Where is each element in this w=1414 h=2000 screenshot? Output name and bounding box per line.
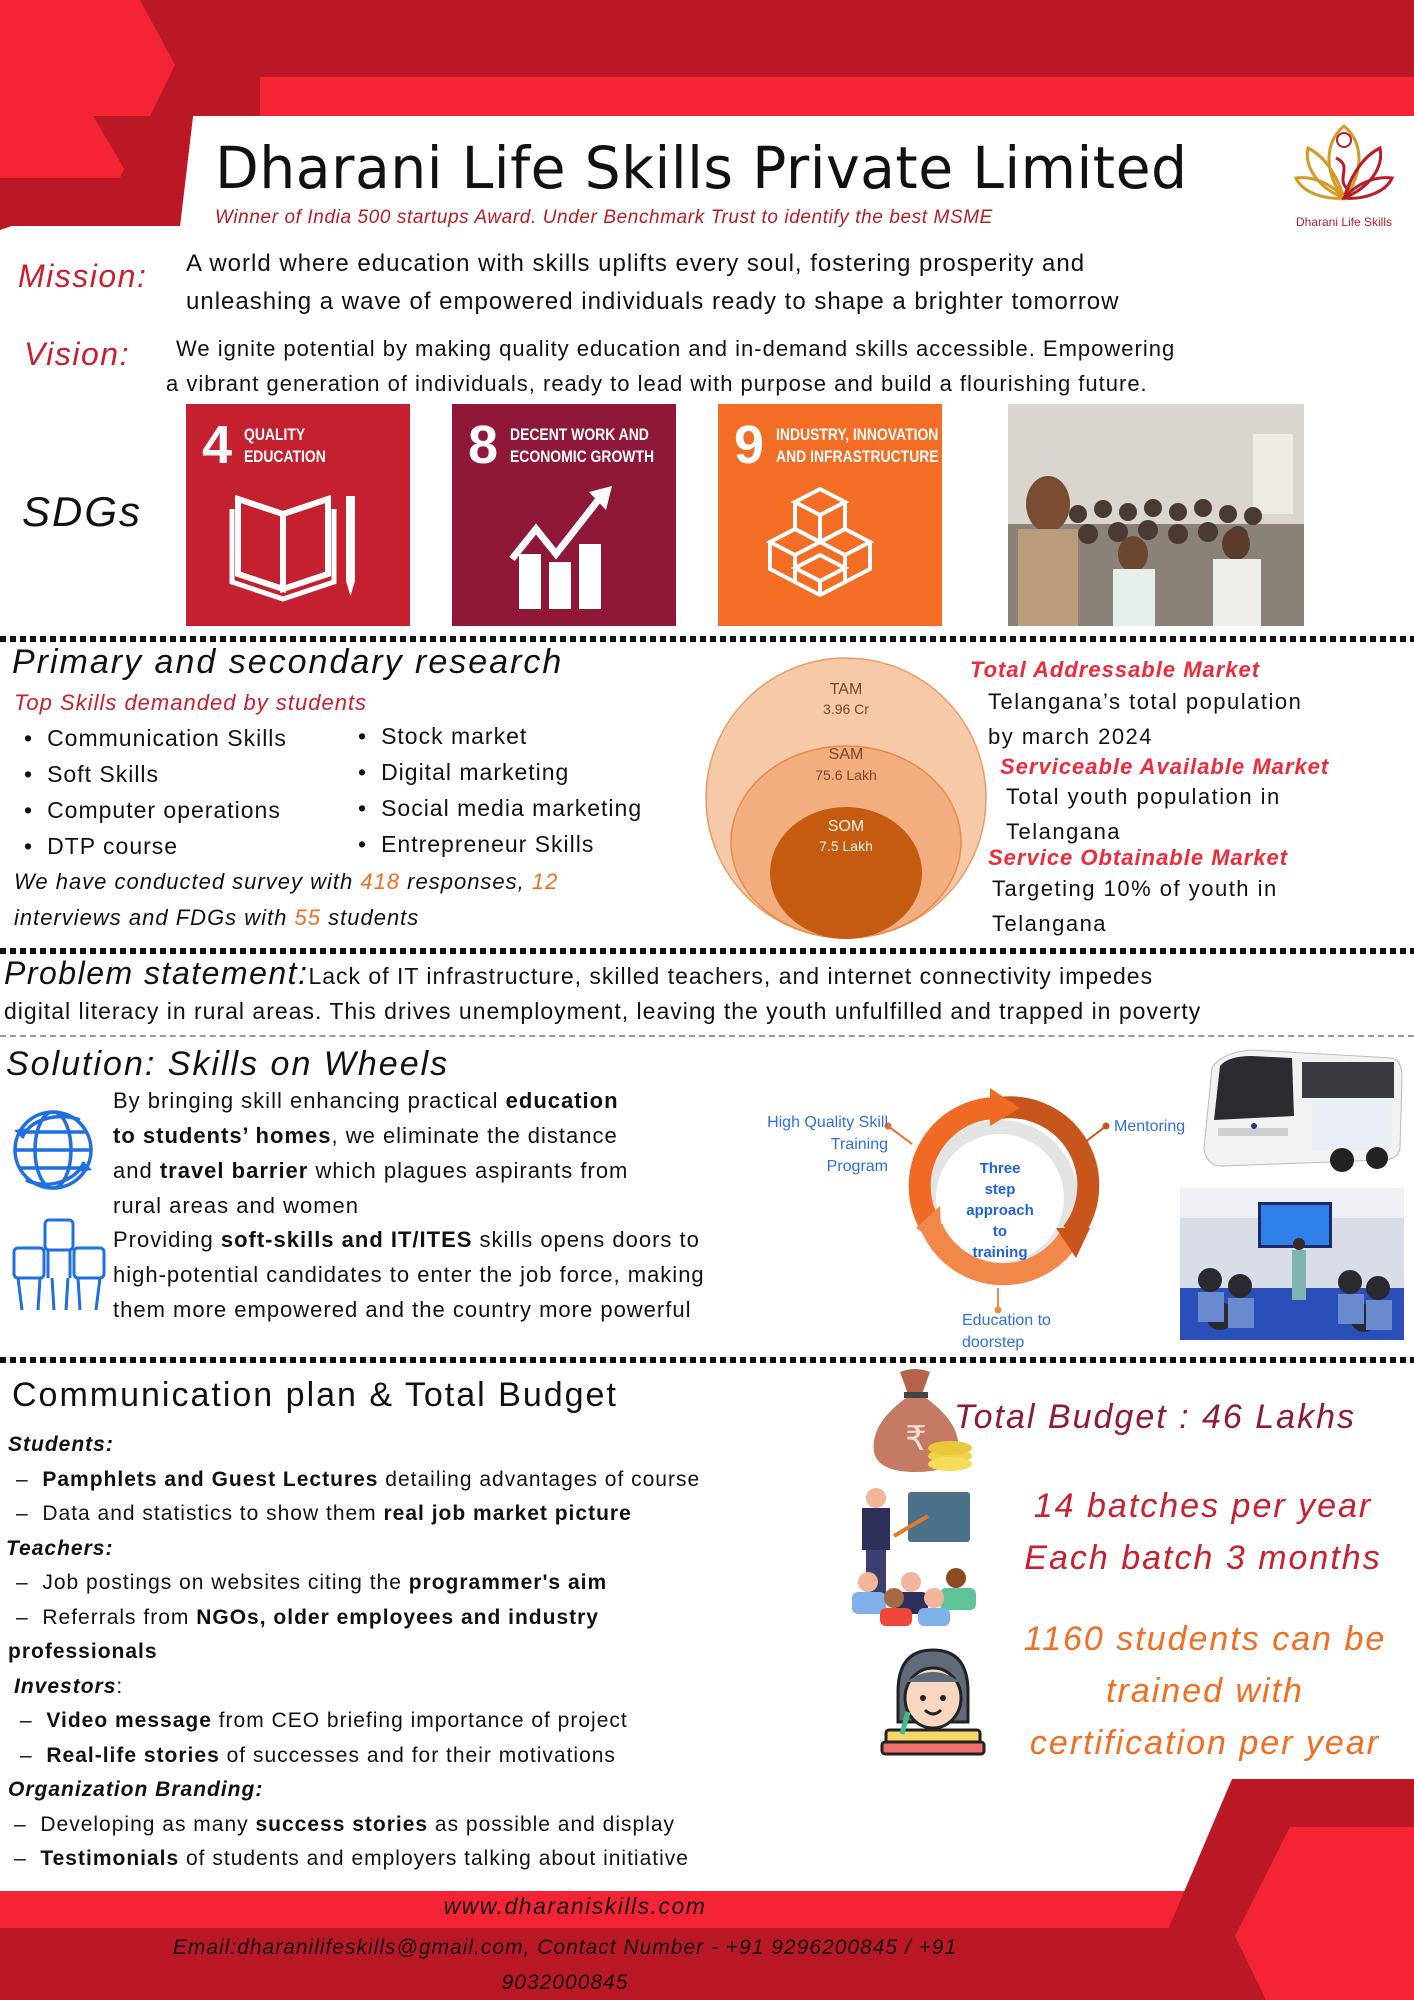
communication-plan: [8, 1428, 700, 1877]
sdg-card-4: [186, 404, 410, 626]
email-contact[interactable]: Email:dharanilifeskills@gmail.com, Contact Number - +91 9296200845 / +91: [172, 1936, 958, 1959]
section-divider: [0, 1035, 1414, 1037]
sam-value: 75.6 Lakh: [815, 767, 877, 783]
sdg-number: 4: [202, 415, 233, 475]
teachers-heading: Teachers:: [6, 1536, 114, 1560]
cycle-label-mentoring: Mentoring: [1114, 1118, 1186, 1135]
skill-item: • Communication Skills: [14, 720, 287, 756]
student-studying-icon: [878, 1642, 988, 1757]
cycle-label-education: Education to doorstep: [962, 1312, 1051, 1351]
skill-item: • Computer operations: [14, 792, 287, 828]
plan-item: – Job postings on websites citing the programmer's aim: [16, 1571, 608, 1594]
solution-paragraph-1: By bringing skill enhancing practical education to students’ homes, we eliminate the distance and travel barrier which plagues aspirants from rural areas and women: [113, 1088, 629, 1218]
plan-item: – Developing as many success stories as possible and display: [14, 1812, 676, 1836]
communication-title: Communication plan & Total Budget: [12, 1376, 618, 1414]
section-divider: [0, 948, 1414, 954]
sdg-name: DECENT WORK AND ECONOMIC GROWTH: [510, 425, 655, 466]
skills-list-left: [14, 720, 287, 864]
skill-item: • Social media marketing: [348, 790, 642, 826]
growth-chart-icon: [494, 484, 634, 609]
bus-photo: [1192, 1048, 1404, 1176]
skill-item: • Soft Skills: [14, 756, 287, 792]
sdg-card-8: [452, 404, 676, 626]
svg-text:step: step: [984, 1181, 1016, 1198]
sam-heading: Serviceable Available Market: [1000, 754, 1330, 779]
sdg-card-9: [718, 404, 942, 626]
mission-line: unleashing a wave of empowered individuals ready to shape a brighter tomorrow: [186, 288, 1120, 315]
tam-label: TAM: [829, 681, 863, 698]
som-heading: Service Obtainable Market: [988, 845, 1289, 870]
students-heading: Students:: [8, 1433, 114, 1456]
tam-heading: Total Addressable Market: [970, 657, 1261, 682]
plan-item: – Pamphlets and Guest Lectures detailing advantages of course: [16, 1467, 701, 1491]
sam-description: Total youth population in Telangana: [1006, 784, 1281, 844]
skills-subtitle: Top Skills demanded by students: [14, 690, 368, 715]
award-tagline: Winner of India 500 startups Award. Under Benchmark Trust to identify the best MSME: [215, 207, 993, 228]
solution-title: Solution: Skills on Wheels: [6, 1045, 450, 1083]
vision-line: We ignite potential by making quality education and in-demand skills accessible. Empowering: [176, 336, 1176, 361]
sdg-name: INDUSTRY, INNOVATION AND INFRASTRUCTURE: [776, 425, 939, 466]
contact-info: [40, 1930, 1090, 2000]
mission-line: A world where education with skills uplifts every soul, fostering prosperity and: [186, 250, 1086, 277]
som-label: SOM: [827, 818, 865, 835]
plan-item: – Real-life stories of successes and for their motivations: [20, 1743, 616, 1767]
svg-text:to: to: [992, 1223, 1008, 1240]
investors-heading: Investors:: [14, 1674, 124, 1698]
batch-duration: Each batch 3 months: [1024, 1539, 1382, 1577]
teacher-presentation-icon: [846, 1486, 986, 1626]
globe-arrows-icon: [10, 1108, 96, 1192]
cycle-center-text: Three: [979, 1160, 1021, 1177]
cycle-label-training: High Quality Skill Training Program: [767, 1114, 888, 1175]
skill-item: • Digital marketing: [348, 754, 642, 790]
solution-paragraph-2: Providing soft-skills and IT/ITES skills opens doors to high-potential candidates to enter the job force, making them more empowered and the country more powerful: [113, 1227, 705, 1322]
mission-statement: [186, 245, 1120, 321]
company-title: Dharani Life Skills Private Limited: [215, 134, 1188, 202]
classroom-photo: [1008, 404, 1304, 626]
tam-description: Telangana’s total population by march 2024: [988, 689, 1303, 749]
svg-text:training: training: [972, 1244, 1028, 1261]
lotus-logo-icon: [1294, 118, 1394, 208]
svg-text:approach: approach: [966, 1202, 1034, 1219]
skill-item: • Entrepreneur Skills: [348, 826, 642, 862]
plan-item: – Testimonials of students and employers talking about initiative: [14, 1847, 689, 1870]
svg-text:₹: ₹: [905, 1419, 927, 1459]
skills-list-right: [348, 718, 642, 862]
plan-item: professionals: [8, 1640, 158, 1663]
mission-label: Mission:: [18, 258, 148, 294]
vision-statement: [166, 331, 1175, 401]
cubes-icon: [760, 484, 900, 609]
skill-item: • Stock market: [348, 718, 642, 754]
total-budget: Total Budget : 46 Lakhs: [954, 1398, 1357, 1436]
skill-item: • DTP course: [14, 828, 287, 864]
tam-value: 3.96 Cr: [823, 701, 869, 717]
company-logo: [1278, 118, 1410, 230]
section-divider: [0, 636, 1414, 642]
vision-label: Vision:: [24, 336, 130, 372]
sdg-number: 8: [468, 415, 499, 475]
som-value: 7.5 Lakh: [819, 838, 873, 854]
market-size-diagram: [700, 655, 1000, 945]
plan-item: – Referrals from NGOs, older employees and industry: [16, 1605, 599, 1629]
mobile-classroom-photo: [1180, 1188, 1404, 1340]
problem-label: Problem statement:: [4, 955, 309, 991]
phone-contact: 9032000845: [501, 1971, 629, 1994]
book-pencil-icon: [228, 484, 368, 604]
website-link[interactable]: www.dharaniskills.com: [443, 1893, 707, 1919]
sdg-number: 9: [734, 415, 765, 475]
problem-line-2: digital literacy in rural areas. This drives unemployment, leaving the youth unfulfilled and trapped in poverty: [4, 998, 1202, 1024]
logo-text: Dharani Life Skills: [1295, 215, 1393, 229]
problem-statement: Problem statement:Lack of IT infrastructure, skilled teachers, and internet connectivity impedes: [4, 955, 1154, 991]
interviews-count: 12: [531, 869, 559, 894]
plan-item: – Data and statistics to show them real job market picture: [16, 1502, 632, 1525]
students-count: 55: [294, 905, 322, 930]
plan-item: – Video message from CEO briefing importance of project: [20, 1709, 628, 1732]
som-description: Targeting 10% of youth in Telangana: [992, 876, 1278, 936]
raised-fists-icon: [12, 1218, 106, 1314]
certification-capacity: 1160 students can be trained with certification per year: [1023, 1620, 1387, 1762]
survey-summary: We have conducted survey with 418 responses, 12 interviews and FDGs with 55 students: [14, 869, 559, 930]
vision-line: a vibrant generation of individuals, ready to lead with purpose and build a flourishing future.: [166, 371, 1148, 396]
research-title: Primary and secondary research: [12, 643, 564, 681]
responses-count: 418: [360, 869, 401, 894]
batches-per-year: 14 batches per year: [1033, 1487, 1373, 1525]
sam-label: SAM: [828, 746, 864, 763]
branding-heading: Organization Branding:: [8, 1778, 264, 1801]
sdg-name: QUALITY EDUCATION: [244, 425, 326, 466]
sdgs-label: SDGs: [22, 488, 143, 535]
three-step-cycle-diagram: [880, 1078, 1110, 1318]
batch-info: [998, 1480, 1408, 1584]
section-divider: [0, 1357, 1414, 1363]
